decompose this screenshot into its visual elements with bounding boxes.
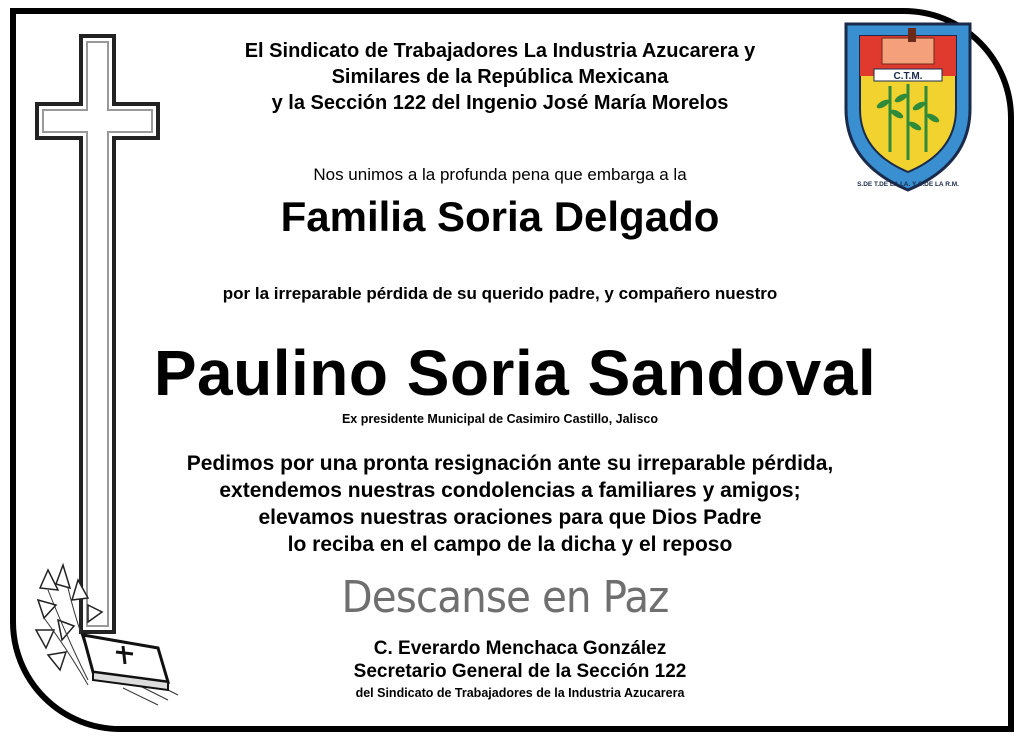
family-name: Familia Soria Delgado xyxy=(280,193,720,240)
signer-role: Secretario General de la Sección 122 xyxy=(353,661,687,682)
loss-statement: por la irreparable pérdida de su querido padre, y compañero nuestro xyxy=(222,284,778,303)
deceased-name: Paulino Soria Sandoval xyxy=(153,337,877,409)
signer-organization: del Sindicato de Trabajadores de la Industria Azucarera xyxy=(355,686,685,700)
bible-icon xyxy=(83,635,168,690)
header-line-1: El Sindicato de Trabajadores La Industria Azucarera y xyxy=(244,40,756,62)
signer-name: C. Everardo Menchaca González xyxy=(373,638,667,659)
crest-ring-text: S.DE T.DE LA I.A. Y S.DE LA R.M. xyxy=(857,181,959,188)
prayer-line-4: lo reciba en el campo de la dicha y el reposo xyxy=(287,533,733,556)
prayer-line-3: elevamos nuestras oraciones para que Dios Padre xyxy=(258,506,762,529)
prayer-line-1: Pedimos por una pronta resignación ante su irreparable pérdida, xyxy=(186,452,834,475)
lily-flowers-icon xyxy=(28,560,198,710)
organization-heading xyxy=(150,38,850,116)
header-line-2: Similares de la República Mexicana xyxy=(331,66,669,88)
union-crest-logo xyxy=(838,14,978,194)
prayer-line-2: extendemos nuestras condolencias a familiares y amigos; xyxy=(219,479,801,502)
header-line-3: y la Sección 122 del Ingenio José María Morelos xyxy=(271,92,729,114)
rest-in-peace: Descanse en Paz xyxy=(341,572,669,623)
deceased-title: Ex presidente Municipal de Casimiro Castillo, Jalisco xyxy=(341,412,659,426)
condolence-intro: Nos unimos a la profunda pena que embarga a la xyxy=(313,165,687,184)
prayer-text xyxy=(120,450,900,558)
crest-top-text: C.T.M. xyxy=(893,71,923,82)
